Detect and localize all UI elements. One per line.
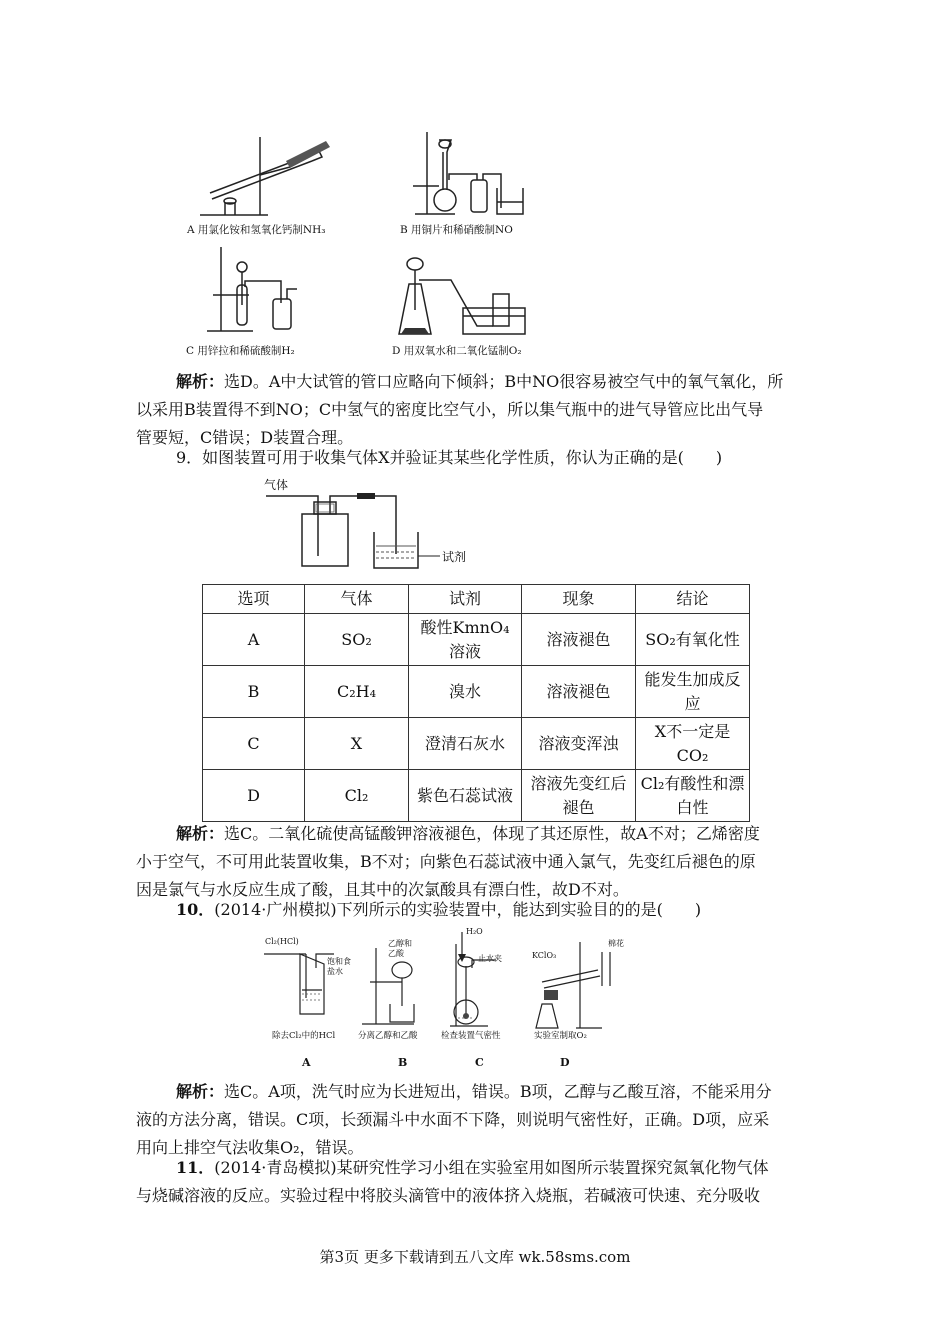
table-header-row (203, 585, 750, 614)
q10-letter: A (302, 1056, 311, 1069)
table-row (203, 770, 750, 822)
table-cell: 溶液变浑浊 (522, 718, 636, 770)
caption-apparatus-c: C 用锌拉和稀硫酸制H₂ (186, 345, 295, 357)
table-cell: X (305, 718, 409, 770)
caption-apparatus-a: A 用氯化铵和氢氧化钙制NH₃ (187, 224, 326, 236)
table-row (203, 614, 750, 666)
analysis-line: 选D。A中大试管的管口应略向下倾斜；B中NO很容易被空气中的氧气氧化，所 (224, 372, 784, 391)
analysis-line: 管要短，C错误；D装置合理。 (136, 428, 354, 447)
apparatus-a-figure (190, 135, 340, 220)
table-cell: SO₂ (305, 614, 409, 666)
q10-a-caption: 除去Cl₂中的HCl (272, 1031, 336, 1041)
q8-analysis (136, 368, 816, 452)
q10-c-caption: 检查装置气密性 (441, 1031, 501, 1041)
question-source: (2014·青岛模拟) (214, 1158, 337, 1177)
analysis-line: 液的方法分离，错误。C项，长颈漏斗中水面不下降，则说明气密性好，正确。D项，应采 (136, 1110, 770, 1129)
analysis-label: 解析： (176, 824, 225, 843)
q11-stem (136, 1154, 816, 1210)
analysis-label: 解析： (176, 1082, 225, 1101)
reagent-label: 试剂 (442, 550, 467, 564)
q10-d-caption: 实验室制取O₂ (534, 1031, 587, 1041)
table-cell: Cl₂ (305, 770, 409, 822)
question-number: 10． (176, 900, 215, 919)
q10-b-top: 乙醇和乙酸 (388, 939, 412, 958)
table-row (203, 718, 750, 770)
table-cell: 溶液先变红后褪色 (522, 770, 636, 822)
table-cell: D (203, 770, 305, 822)
apparatus-d-figure (395, 250, 535, 340)
q10-stem (176, 896, 816, 924)
table-cell: C (203, 718, 305, 770)
caption-apparatus-d: D 用双氧水和二氧化锰制O₂ (392, 345, 522, 357)
table-cell: 紫色石蕊试液 (409, 770, 522, 822)
table-cell: SO₂有氧化性 (636, 614, 750, 666)
table-cell: B (203, 666, 305, 718)
apparatus-b-figure (405, 130, 535, 218)
analysis-line: 选C。二氧化硫使高锰酸钾溶液褪色，体现了其还原性，故A不对；乙烯密度 (224, 824, 760, 843)
table-header: 结论 (636, 585, 750, 614)
options-table (202, 584, 750, 822)
table-row (203, 666, 750, 718)
q10-a-side: 饱和食盐水 (327, 957, 351, 976)
q10-a-label: Cl₂(HCl) (265, 937, 299, 946)
table-cell: 溴水 (409, 666, 522, 718)
question-source: (2014·广州模拟) (214, 900, 337, 919)
analysis-line: 以采用B装置得不到NO；C中氢气的密度比空气小，所以集气瓶中的进气导管应比出气导 (136, 400, 764, 419)
analysis-line: 选C。A项，洗气时应为长进短出，错误。B项，乙醇与乙酸互溶，不能采用分 (224, 1082, 772, 1101)
q10-b-caption: 分离乙醇和乙酸 (358, 1031, 418, 1041)
table-cell: Cl₂有酸性和漂白性 (636, 770, 750, 822)
question-number: 11． (176, 1158, 215, 1177)
analysis-label: 解析： (176, 372, 225, 391)
table-cell: 溶液褪色 (522, 666, 636, 718)
q9-apparatus-figure (262, 476, 472, 576)
analysis-line: 小于空气，不可用此装置收集，B不对；向紫色石蕊试液中通入氯气，先变红后褪色的原 (136, 852, 756, 871)
analysis-line: 因是氯气与水反应生成了酸，且其中的次氯酸具有漂白性，故D不对。 (136, 880, 629, 899)
table-cell: 酸性KmnO₄溶液 (409, 614, 522, 666)
table-cell: X不一定是CO₂ (636, 718, 750, 770)
page-footer: 第3页 更多下载请到五八文库 wk.58sms.com (319, 1248, 631, 1266)
q10-d-right: 棉花 (608, 939, 624, 948)
table-header: 试剂 (409, 585, 522, 614)
gas-label: 气体 (264, 478, 289, 492)
table-header: 气体 (305, 585, 409, 614)
q10-d-left: KClO₃ (532, 951, 557, 960)
table-header: 选项 (203, 585, 305, 614)
table-cell: 溶液褪色 (522, 614, 636, 666)
question-text: 下列所示的实验装置中，能达到实验目的的是( ) (336, 900, 702, 919)
q10-letter: B (398, 1056, 408, 1069)
q10-c-top: H₂O (466, 927, 483, 936)
table-cell: A (203, 614, 305, 666)
caption-apparatus-b: B 用铜片和稀硝酸制NO (400, 224, 513, 236)
q9-stem: 9．如图装置可用于收集气体X并验证其某些化学性质，你认为正确的是( ) (176, 448, 723, 467)
q10-c-side: 止水夹 (478, 954, 502, 963)
q10-letter: C (475, 1056, 484, 1069)
question-text: 某研究性学习小组在实验室用如图所示装置探究氮氧化物气体 (336, 1158, 769, 1177)
q10-analysis (136, 1078, 816, 1162)
analysis-line: 用向上排空气法收集O₂，错误。 (136, 1138, 364, 1157)
table-cell: 澄清石灰水 (409, 718, 522, 770)
table-header: 现象 (522, 585, 636, 614)
table-cell: 能发生加成反应 (636, 666, 750, 718)
q9-analysis (136, 820, 816, 904)
table-cell: C₂H₄ (305, 666, 409, 718)
question-text: 与烧碱溶液的反应。实验过程中将胶头滴管中的液体挤入烧瓶，若碱液可快速、充分吸收 (136, 1186, 761, 1205)
q10-letter: D (560, 1056, 570, 1069)
apparatus-c-figure (205, 245, 305, 335)
